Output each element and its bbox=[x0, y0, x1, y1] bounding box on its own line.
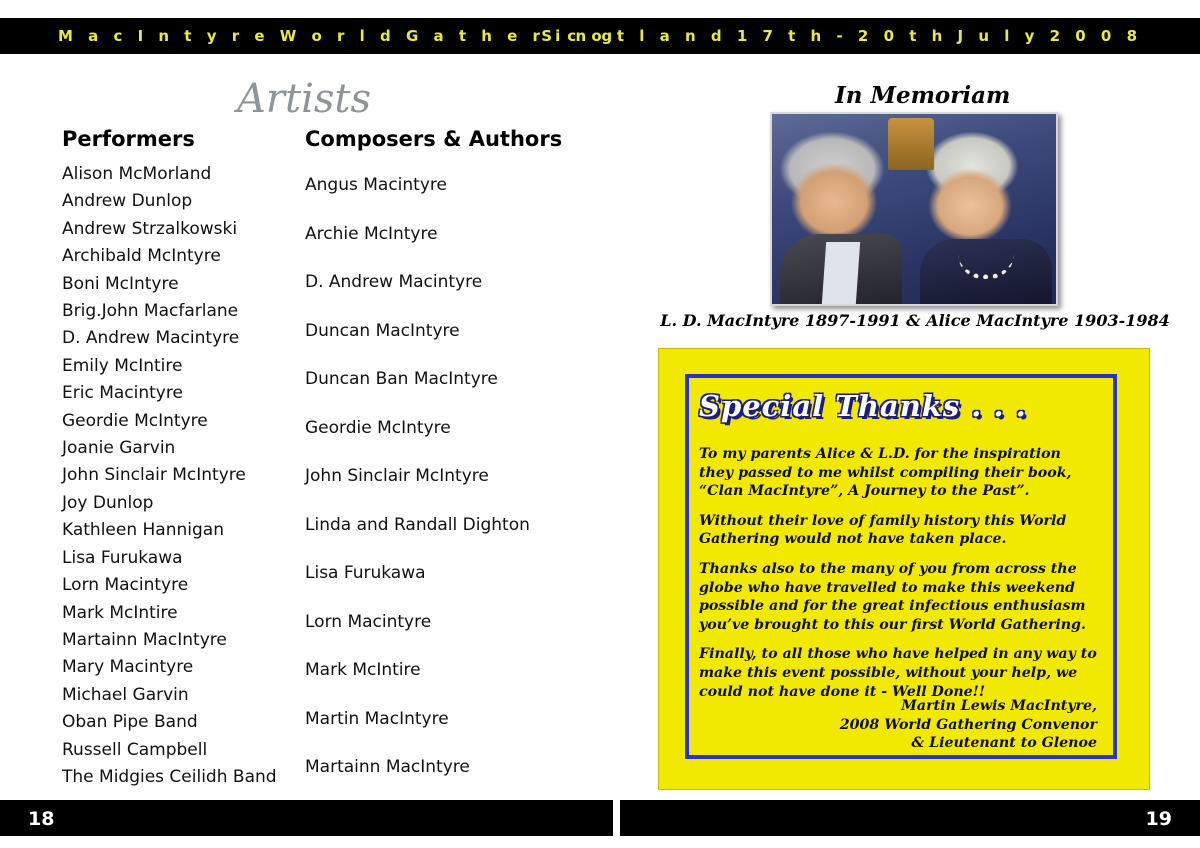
performers-list bbox=[62, 161, 302, 791]
special-thanks-signature bbox=[699, 697, 1097, 753]
list-item: Emily McIntire bbox=[62, 355, 183, 376]
header-title-right: S c o t l a n d 1 7 t h - 2 0 t h J u l y 2 0 0 8 bbox=[541, 27, 1142, 45]
list-item: Michael Garvin bbox=[62, 684, 189, 705]
thanks-paragraph: Finally, to all those who have helped in any way to make this event possible, without your help, we could not have done it - Well Done!! bbox=[699, 646, 1097, 700]
thanks-paragraph: Thanks also to the many of you from across the globe who have travelled to make this weekend possible and for the great infectious enthusiasm you’ve brought to this our first World Gathering. bbox=[699, 560, 1086, 633]
header-title-left: M a c I n t y r e W o r l d G a t h e r i n g bbox=[58, 27, 618, 45]
list-item: Lisa Furukawa bbox=[305, 563, 426, 583]
artists-page-title: Artists bbox=[237, 76, 372, 122]
list-item: Martainn MacIntyre bbox=[62, 629, 227, 650]
list-item: Mark McIntire bbox=[62, 602, 178, 623]
performers-heading: Performers bbox=[62, 127, 195, 151]
list-item: Archibald McIntyre bbox=[62, 246, 221, 267]
list-item: Lisa Furukawa bbox=[62, 547, 183, 568]
composers-heading: Composers & Authors bbox=[305, 127, 563, 151]
in-memoriam-heading: In Memoriam bbox=[835, 82, 1011, 109]
list-item: Mary Macintyre bbox=[62, 657, 194, 678]
list-item: Joy Dunlop bbox=[62, 492, 154, 513]
page-spine-divider bbox=[613, 54, 616, 800]
list-item: Lorn Macintyre bbox=[62, 575, 189, 596]
list-item: Oban Pipe Band bbox=[62, 712, 198, 733]
list-item: D. Andrew Macintyre bbox=[305, 272, 483, 292]
composers-list bbox=[305, 161, 605, 840]
memorial-photo bbox=[770, 112, 1058, 306]
list-item: Mark McIntire bbox=[305, 660, 421, 680]
special-thanks-panel bbox=[658, 348, 1150, 790]
photo-lamp-detail bbox=[888, 118, 934, 170]
list-item: Boni McIntyre bbox=[62, 273, 179, 294]
list-item: Martainn MacIntyre bbox=[305, 757, 470, 777]
list-item: Brig.John Macfarlane bbox=[62, 301, 239, 322]
signature-line: & Lieutenant to Glenoe bbox=[911, 735, 1097, 752]
list-item: Joanie Garvin bbox=[62, 438, 176, 459]
photo-shirt-detail bbox=[822, 242, 860, 304]
thanks-paragraph: Without their love of family history this World Gathering would not have taken place. bbox=[699, 512, 1067, 548]
list-item: Angus Macintyre bbox=[305, 175, 447, 195]
footer-spine-gap bbox=[613, 800, 620, 836]
list-item: Archie McIntyre bbox=[305, 223, 438, 244]
list-item: Russell Campbell bbox=[62, 739, 208, 760]
page-header-bar bbox=[0, 18, 1200, 54]
page-number-left: 18 bbox=[28, 808, 55, 830]
list-item: Andrew Strzalkowski bbox=[62, 218, 238, 239]
list-item: Geordie McIntyre bbox=[305, 417, 451, 438]
list-item: Kathleen Hannigan bbox=[62, 520, 224, 541]
signature-line: 2008 World Gathering Convenor bbox=[839, 716, 1097, 733]
list-item: Martin MacIntyre bbox=[305, 708, 449, 729]
page-footer-bar bbox=[0, 800, 1200, 836]
list-item: Eric Macintyre bbox=[62, 383, 183, 404]
list-item: John Sinclair McIntyre bbox=[62, 465, 246, 486]
list-item: Andrew Dunlop bbox=[62, 191, 193, 212]
page-number-right: 19 bbox=[1145, 808, 1172, 830]
list-item: D. Andrew Macintyre bbox=[62, 328, 240, 349]
list-item: Alison McMorland bbox=[62, 164, 212, 184]
photo-caption: L. D. MacIntyre 1897-1991 & Alice MacIntyre 1903-1984 bbox=[660, 311, 1170, 330]
special-thanks-body bbox=[699, 445, 1097, 712]
list-item: Duncan Ban MacIntyre bbox=[305, 369, 498, 389]
special-thanks-title: Special Thanks . . . bbox=[699, 389, 1027, 423]
list-item: John Sinclair McIntyre bbox=[305, 466, 489, 486]
signature-line: Martin Lewis MacIntyre, bbox=[901, 698, 1097, 714]
thanks-paragraph: To my parents Alice & L.D. for the inspiration they passed to me whilst compiling their book, “Clan MacIntyre”, A Journey to the Past”. bbox=[699, 446, 1072, 500]
list-item: Geordie McIntyre bbox=[62, 410, 208, 431]
list-item: Duncan MacIntyre bbox=[305, 320, 460, 341]
list-item: The Midgies Ceilidh Band bbox=[62, 766, 277, 787]
list-item: Lorn Macintyre bbox=[305, 611, 432, 632]
list-item: Linda and Randall Dighton bbox=[305, 514, 530, 535]
